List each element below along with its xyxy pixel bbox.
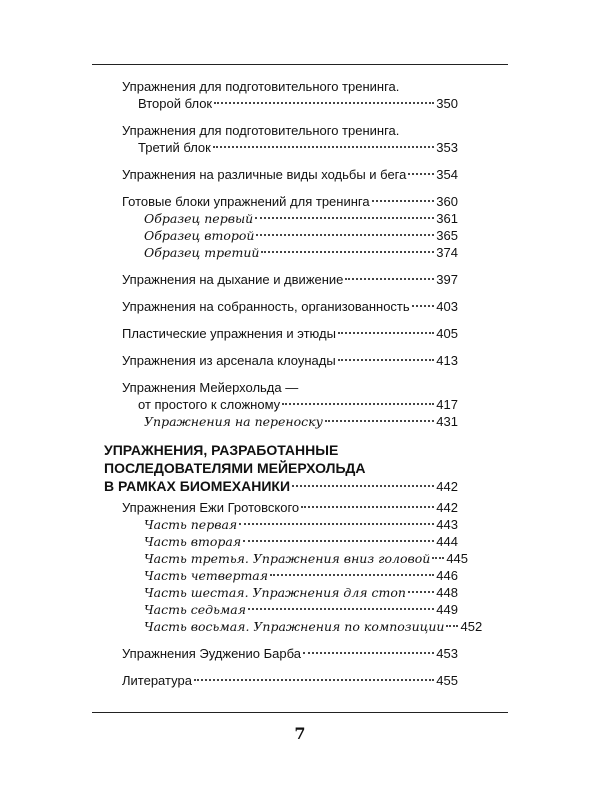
page-ref: 397 bbox=[436, 272, 458, 287]
toc-line[interactable] bbox=[122, 78, 458, 95]
page-ref: 417 bbox=[436, 397, 458, 412]
toc-line[interactable] bbox=[122, 379, 458, 396]
dot-leader bbox=[303, 652, 434, 654]
page-ref: 452 bbox=[460, 619, 483, 634]
dot-leader bbox=[243, 540, 434, 542]
dot-leader bbox=[408, 591, 434, 593]
toc-subentry[interactable] bbox=[122, 244, 458, 261]
toc-line[interactable] bbox=[122, 672, 458, 689]
toc-subentry[interactable] bbox=[122, 413, 458, 430]
entry-title: Образец третий bbox=[144, 245, 260, 260]
toc-entry bbox=[122, 298, 458, 315]
toc-list bbox=[122, 78, 458, 440]
toc-subentry[interactable] bbox=[122, 550, 469, 567]
page-ref: 446 bbox=[436, 568, 458, 583]
toc-line[interactable] bbox=[122, 645, 458, 662]
entry-title: Часть седьмая bbox=[144, 602, 246, 617]
dot-leader bbox=[255, 217, 434, 219]
section-heading-line: УПРАЖНЕНИЯ, РАЗРАБОТАННЫЕ bbox=[104, 442, 339, 458]
toc-entry bbox=[122, 645, 458, 662]
page-ref: 405 bbox=[436, 326, 458, 341]
section-heading-line: ПОСЛЕДОВАТЕЛЯМИ МЕЙЕРХОЛЬДА bbox=[104, 460, 366, 476]
toc-subentry[interactable] bbox=[122, 618, 483, 635]
page-ref: 453 bbox=[436, 646, 458, 661]
entry-title: Пластические упражнения и этюды bbox=[122, 326, 336, 341]
entry-title: Упражнения Мейерхольда — bbox=[122, 380, 299, 395]
dot-leader bbox=[301, 506, 434, 508]
toc-subentry[interactable] bbox=[122, 533, 458, 550]
entry-title: Литература bbox=[122, 673, 192, 688]
dot-leader bbox=[270, 574, 434, 576]
toc-line[interactable] bbox=[122, 166, 458, 183]
entry-title: Упражнения на различные виды ходьбы и бега bbox=[122, 167, 407, 182]
page-ref: 455 bbox=[436, 673, 458, 688]
page-ref: 360 bbox=[436, 194, 458, 209]
toc-entry bbox=[122, 352, 458, 369]
toc-line[interactable] bbox=[122, 193, 458, 210]
toc-line[interactable] bbox=[122, 298, 458, 315]
dot-leader bbox=[338, 359, 435, 361]
entry-title: Часть шестая. Упражнения для стоп bbox=[144, 585, 406, 600]
toc-line[interactable] bbox=[122, 325, 458, 342]
entry-title: Упражнения для подготовительного тренинга. bbox=[122, 79, 400, 94]
toc-entry bbox=[122, 122, 458, 156]
page-ref: 374 bbox=[436, 245, 458, 260]
toc-entry bbox=[122, 672, 458, 689]
toc-subentry[interactable] bbox=[122, 227, 458, 244]
entry-title: Упражнения Ежи Гротовского bbox=[122, 500, 300, 515]
page-ref: 431 bbox=[436, 414, 458, 429]
section-heading bbox=[104, 441, 458, 496]
top-rule bbox=[92, 64, 508, 65]
page-ref: 443 bbox=[436, 517, 458, 532]
entry-title: Упражнения на дыхание и движение bbox=[122, 272, 344, 287]
entry-title: Упражнения на собранность, организованность bbox=[122, 299, 410, 314]
toc-entry bbox=[122, 499, 483, 635]
entry-title: Часть вторая bbox=[144, 534, 242, 549]
dot-leader bbox=[213, 146, 434, 148]
toc-subentry[interactable] bbox=[122, 210, 458, 227]
toc-subentry[interactable] bbox=[122, 567, 458, 584]
toc-list bbox=[122, 499, 483, 699]
bottom-rule bbox=[92, 712, 508, 713]
entry-title: Часть третья. Упражнения вниз головой bbox=[144, 551, 431, 566]
toc-entry bbox=[122, 271, 458, 288]
toc-line[interactable] bbox=[122, 95, 458, 112]
page-ref: 413 bbox=[436, 353, 458, 368]
dot-leader bbox=[248, 608, 434, 610]
toc-line[interactable] bbox=[122, 499, 458, 516]
dot-leader bbox=[372, 200, 435, 202]
dot-leader bbox=[282, 403, 434, 405]
entry-title: Второй блок bbox=[138, 96, 213, 111]
dot-leader bbox=[446, 625, 458, 627]
toc-entry bbox=[122, 193, 458, 261]
dot-leader bbox=[261, 251, 434, 253]
dot-leader bbox=[412, 305, 435, 307]
entry-title: Образец первый bbox=[144, 211, 254, 226]
page-ref: 361 bbox=[436, 211, 458, 226]
entry-title: Упражнения из арсенала клоунады bbox=[122, 353, 336, 368]
entry-title: Третий блок bbox=[138, 140, 211, 155]
entry-title: Упражнения для подготовительного тренинга. bbox=[122, 123, 400, 138]
dot-leader bbox=[292, 485, 434, 487]
entry-title: Часть четвертая bbox=[144, 568, 269, 583]
page-ref: 350 bbox=[436, 96, 458, 111]
toc-line[interactable] bbox=[122, 139, 458, 156]
dot-leader bbox=[432, 557, 444, 559]
section-heading-line: В РАМКАХ БИОМЕХАНИКИ bbox=[104, 478, 291, 494]
dot-leader bbox=[194, 679, 434, 681]
dot-leader bbox=[408, 173, 434, 175]
dot-leader bbox=[338, 332, 434, 334]
page-ref: 448 bbox=[436, 585, 458, 600]
toc-entry bbox=[122, 325, 458, 342]
page-ref: 442 bbox=[436, 479, 458, 494]
page-ref: 354 bbox=[436, 167, 458, 182]
toc-line[interactable] bbox=[122, 352, 458, 369]
dot-leader bbox=[325, 420, 434, 422]
toc-line[interactable] bbox=[122, 271, 458, 288]
entry-title: Часть восьмая. Упражнения по композиции bbox=[144, 619, 445, 634]
entry-title: Готовые блоки упражнений для тренинга bbox=[122, 194, 370, 209]
page-ref: 449 bbox=[436, 602, 458, 617]
toc-entry bbox=[122, 78, 458, 112]
toc-subentry[interactable] bbox=[122, 584, 458, 601]
entry-title: Часть первая bbox=[144, 517, 238, 532]
page-ref: 442 bbox=[436, 500, 458, 515]
entry-title: от простого к сложному bbox=[138, 397, 281, 412]
dot-leader bbox=[256, 234, 434, 236]
dot-leader bbox=[345, 278, 434, 280]
page-ref: 353 bbox=[436, 140, 458, 155]
entry-title: Упражнения Эудженио Барба bbox=[122, 646, 301, 661]
toc-entry bbox=[122, 379, 458, 430]
page-ref: 365 bbox=[436, 228, 458, 243]
toc-line[interactable] bbox=[122, 396, 458, 413]
page-ref: 444 bbox=[436, 534, 458, 549]
toc-subentry[interactable] bbox=[122, 516, 458, 533]
toc-line[interactable] bbox=[122, 122, 458, 139]
dot-leader bbox=[214, 102, 434, 104]
entry-title: Образец второй bbox=[144, 228, 255, 243]
page-ref: 403 bbox=[436, 299, 458, 314]
entry-title: Упражнения на переноску bbox=[144, 414, 323, 429]
dot-leader bbox=[239, 523, 434, 525]
page-number: 7 bbox=[294, 724, 306, 743]
toc-entry bbox=[122, 166, 458, 183]
toc-subentry[interactable] bbox=[122, 601, 458, 618]
page-ref: 445 bbox=[446, 551, 469, 566]
toc-line[interactable] bbox=[104, 477, 458, 496]
